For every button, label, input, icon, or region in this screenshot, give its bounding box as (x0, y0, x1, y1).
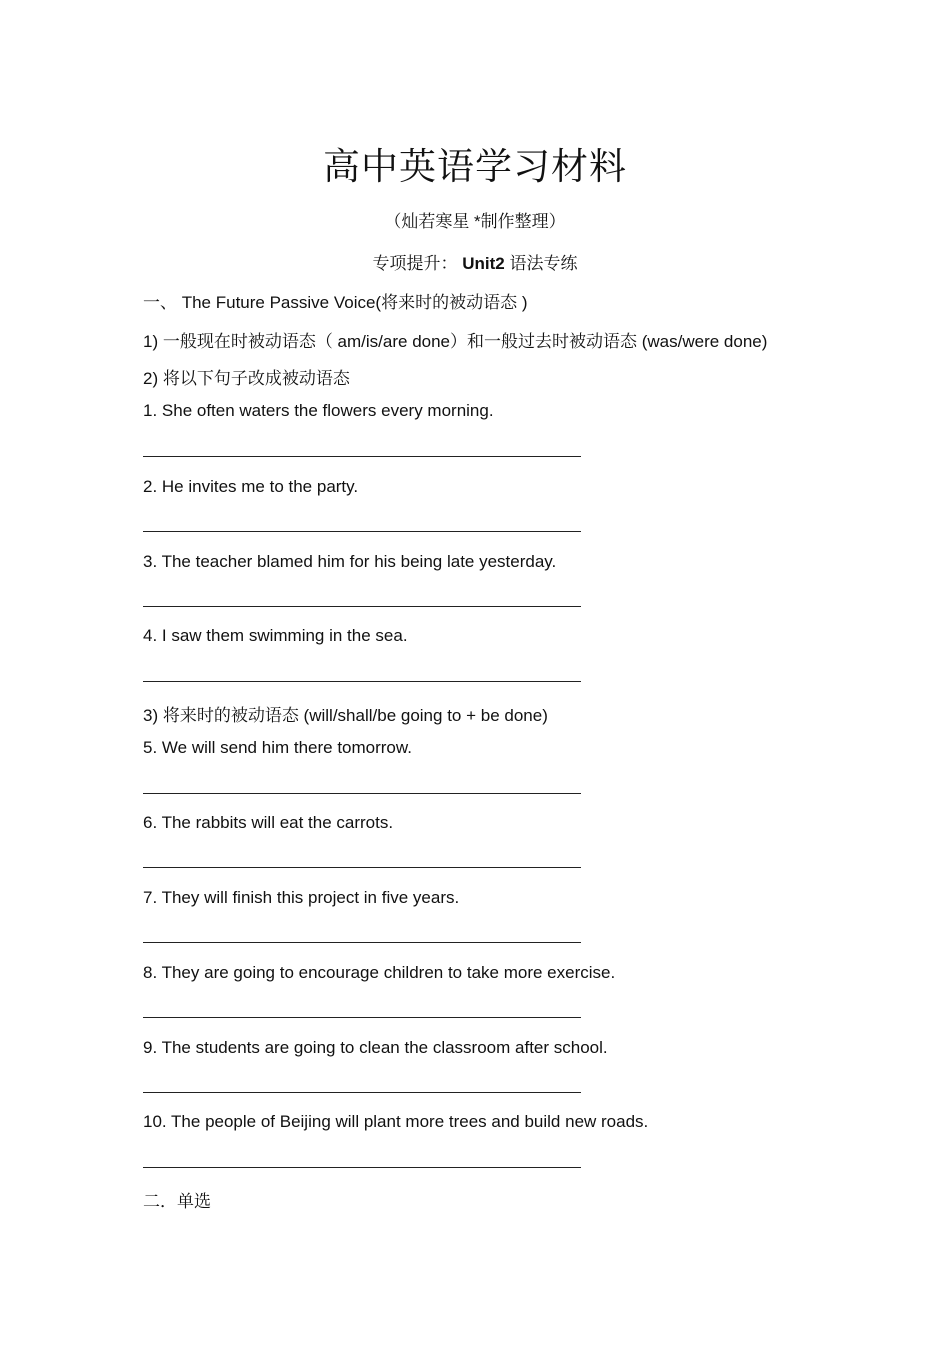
exercise-3: 3. The teacher blamed him for his being late yesterday. (143, 552, 557, 571)
document-subtitle: （灿若寒星 *制作整理） (384, 212, 566, 231)
exercise-6: 6. The rabbits will eat the carrots. (143, 813, 394, 832)
point-2: 2) 将以下句子改成被动语态 (143, 369, 350, 388)
answer-line-7 (143, 942, 581, 943)
exercise-4: 4. I saw them swimming in the sea. (143, 626, 408, 645)
answer-line-5 (143, 793, 581, 794)
document-title: 高中英语学习材料 (323, 145, 627, 188)
point-3: 3) 将来时的被动语态 (will/shall/be going to + be done) (143, 706, 548, 725)
answer-line-3 (143, 606, 581, 607)
exercise-10: 10. The people of Beijing will plant more trees and build new roads. (143, 1112, 649, 1131)
topic-heading (0, 249, 950, 274)
answer-line-1 (143, 456, 581, 457)
answer-line-10 (143, 1167, 581, 1168)
topic-prefix: 专项提升： (372, 254, 458, 273)
section-1-heading: 一、 The Future Passive Voice(将来时的被动语态 ) (143, 293, 528, 312)
answer-line-9 (143, 1092, 581, 1093)
exercise-9: 9. The students are going to clean the classroom after school. (143, 1038, 608, 1057)
answer-line-6 (143, 867, 581, 868)
section-2-heading: 二．单选 (143, 1192, 211, 1211)
answer-line-8 (143, 1017, 581, 1018)
answer-line-2 (143, 531, 581, 532)
topic-suffix: 语法专练 (509, 254, 578, 273)
topic-unit: Unit2 (462, 254, 505, 273)
point-1: 1) 一般现在时被动语态（ am/is/are done）和一般过去时被动语态 (was/were done) (143, 332, 768, 351)
answer-line-4 (143, 681, 581, 682)
exercise-5: 5. We will send him there tomorrow. (143, 738, 412, 757)
exercise-8: 8. They are going to encourage children to take more exercise. (143, 963, 616, 982)
exercise-7: 7. They will finish this project in five years. (143, 888, 460, 907)
exercise-1: 1. She often waters the flowers every morning. (143, 401, 494, 420)
exercise-2: 2. He invites me to the party. (143, 477, 359, 496)
